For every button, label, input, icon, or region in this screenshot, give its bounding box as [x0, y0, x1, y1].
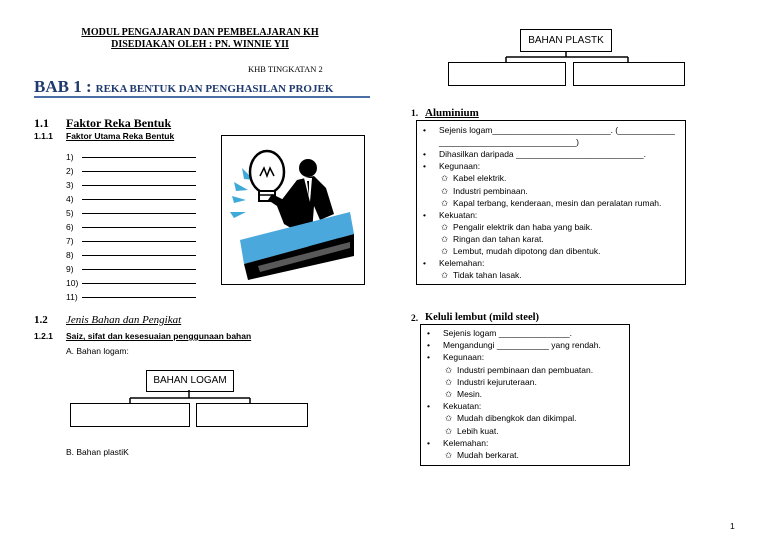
list-text: Kegunaan:	[443, 352, 485, 363]
star-icon: ✩	[441, 185, 449, 196]
list-text: Kekuatan:	[439, 209, 478, 220]
star-icon: ✩	[441, 197, 449, 208]
factor-item: 10)	[66, 278, 79, 288]
bullet-icon: •	[423, 209, 426, 220]
factor-item: 8)	[66, 250, 74, 260]
star-icon: ✩	[441, 173, 449, 184]
list-text: Lebih kuat.	[457, 425, 499, 436]
list-text: Mudah berkarat.	[457, 450, 519, 460]
list-text: Dihasilkan daripada ___________________________.	[439, 149, 647, 160]
list-text: Kegunaan:	[439, 161, 481, 172]
list-text: Industri pembinaan.	[453, 185, 528, 196]
metal-label: A. Bahan logam:	[66, 346, 129, 356]
bullet-icon: •	[423, 258, 426, 269]
module-title-line2: DISEDIAKAN OLEH : PN. WINNIE YII	[111, 39, 289, 50]
logam-answer-box-left[interactable]	[70, 403, 190, 427]
list-text: Sejenis logam_________________________. (____________	[439, 125, 675, 135]
star-icon: ✩	[441, 246, 449, 256]
logam-answer-box-right[interactable]	[196, 403, 308, 427]
chapter-title: REKA BENTUK DAN PENGHASILAN PROJEK	[95, 83, 334, 95]
aluminium-box	[416, 120, 686, 285]
idea-clipart-frame	[221, 135, 365, 285]
level-label: KHB TINGKATAN 2	[248, 64, 323, 74]
page-number: 1	[730, 521, 735, 531]
bullet-icon: •	[427, 352, 430, 363]
sec12-title: Jenis Bahan dan Pengikat	[66, 314, 182, 326]
list-text: _____________________________)	[439, 137, 579, 148]
bullet-icon: •	[427, 437, 430, 448]
sec12-number: 1.2	[34, 314, 48, 326]
list-text: Kapal terbang, kenderaan, mesin dan peralatan rumah.	[453, 197, 662, 208]
chapter-underline	[34, 96, 370, 98]
sec111-number: 1.1.1	[34, 131, 53, 141]
list-text: Kelemahan:	[439, 258, 485, 269]
module-title	[60, 27, 340, 51]
plastik-answer-box-left[interactable]	[448, 62, 566, 86]
bullet-icon: •	[423, 149, 426, 160]
star-icon: ✩	[445, 425, 453, 436]
bahan-plastik-box: BAHAN PLASTK	[520, 29, 612, 52]
factor-item: 4)	[66, 194, 74, 204]
factor-item: 9)	[66, 264, 74, 274]
factor-item: 1)	[66, 152, 74, 162]
list-text: Industri pembinaan dan pembuatan.	[457, 364, 594, 375]
chapter-heading	[34, 77, 333, 97]
plastik-answer-box-right[interactable]	[573, 62, 685, 86]
factor-item: 5)	[66, 208, 74, 218]
bullet-icon: •	[423, 161, 426, 172]
factor-item: 7)	[66, 236, 74, 246]
keluli-box	[420, 324, 630, 466]
factor-item: 3)	[66, 180, 74, 190]
star-icon: ✩	[445, 389, 453, 399]
bahan-logam-box: BAHAN LOGAM	[146, 370, 234, 392]
list-text: Mengandungi ___________ yang rendah.	[443, 340, 601, 351]
keluli-number: 2.	[411, 314, 419, 324]
star-icon: ✩	[441, 233, 449, 244]
factor-item: 2)	[66, 166, 74, 176]
module-title-line1: MODUL PENGAJARAN DAN PEMBELAJARAN KH	[81, 27, 319, 38]
list-text: Sejenis logam _______________.	[443, 328, 573, 338]
bullet-icon: •	[427, 340, 430, 351]
factor-item: 11)	[66, 292, 78, 302]
factor-item: 6)	[66, 222, 74, 232]
lightbulb-idea-icon	[222, 136, 364, 284]
list-text: Mudah dibengkok dan dikimpal.	[457, 413, 577, 424]
chapter-number: BAB 1 :	[34, 77, 92, 96]
sec11-title: Faktor Reka Bentuk	[66, 116, 172, 130]
aluminium-title: Aluminium	[425, 107, 479, 119]
sec121-number: 1.2.1	[34, 331, 53, 341]
bullet-icon: •	[423, 125, 426, 135]
sec11-number: 1.1	[34, 116, 49, 130]
plastic-label: B. Bahan plastiK	[66, 447, 129, 457]
list-text: Industri kejuruteraan.	[457, 376, 537, 387]
star-icon: ✩	[445, 364, 453, 375]
list-text: Kelemahan:	[443, 437, 489, 448]
star-icon: ✩	[441, 221, 449, 232]
bullet-icon: •	[427, 328, 430, 338]
sec121-title: Saiz, sifat dan kesesuaian penggunaan bahan	[66, 331, 252, 341]
star-icon: ✩	[445, 413, 453, 424]
list-text: Kabel elektrik.	[453, 173, 507, 184]
aluminium-number: 1.	[411, 109, 419, 119]
keluli-title: Keluli lembut (mild steel)	[425, 312, 540, 323]
list-text: Ringan dan tahan karat.	[453, 233, 544, 244]
sec111-title: Faktor Utama Reka Bentuk	[66, 131, 175, 141]
list-text: Pengalir elektrik dan haba yang baik.	[453, 221, 593, 232]
list-text: Tidak tahan lasak.	[453, 270, 522, 281]
star-icon: ✩	[441, 270, 449, 281]
list-text: Kekuatan:	[443, 401, 482, 412]
star-icon: ✩	[445, 376, 453, 387]
list-text: Mesin.	[457, 389, 483, 399]
bullet-icon: •	[427, 401, 430, 412]
list-text: Lembut, mudah dipotong dan dibentuk.	[453, 246, 601, 256]
star-icon: ✩	[445, 450, 453, 460]
